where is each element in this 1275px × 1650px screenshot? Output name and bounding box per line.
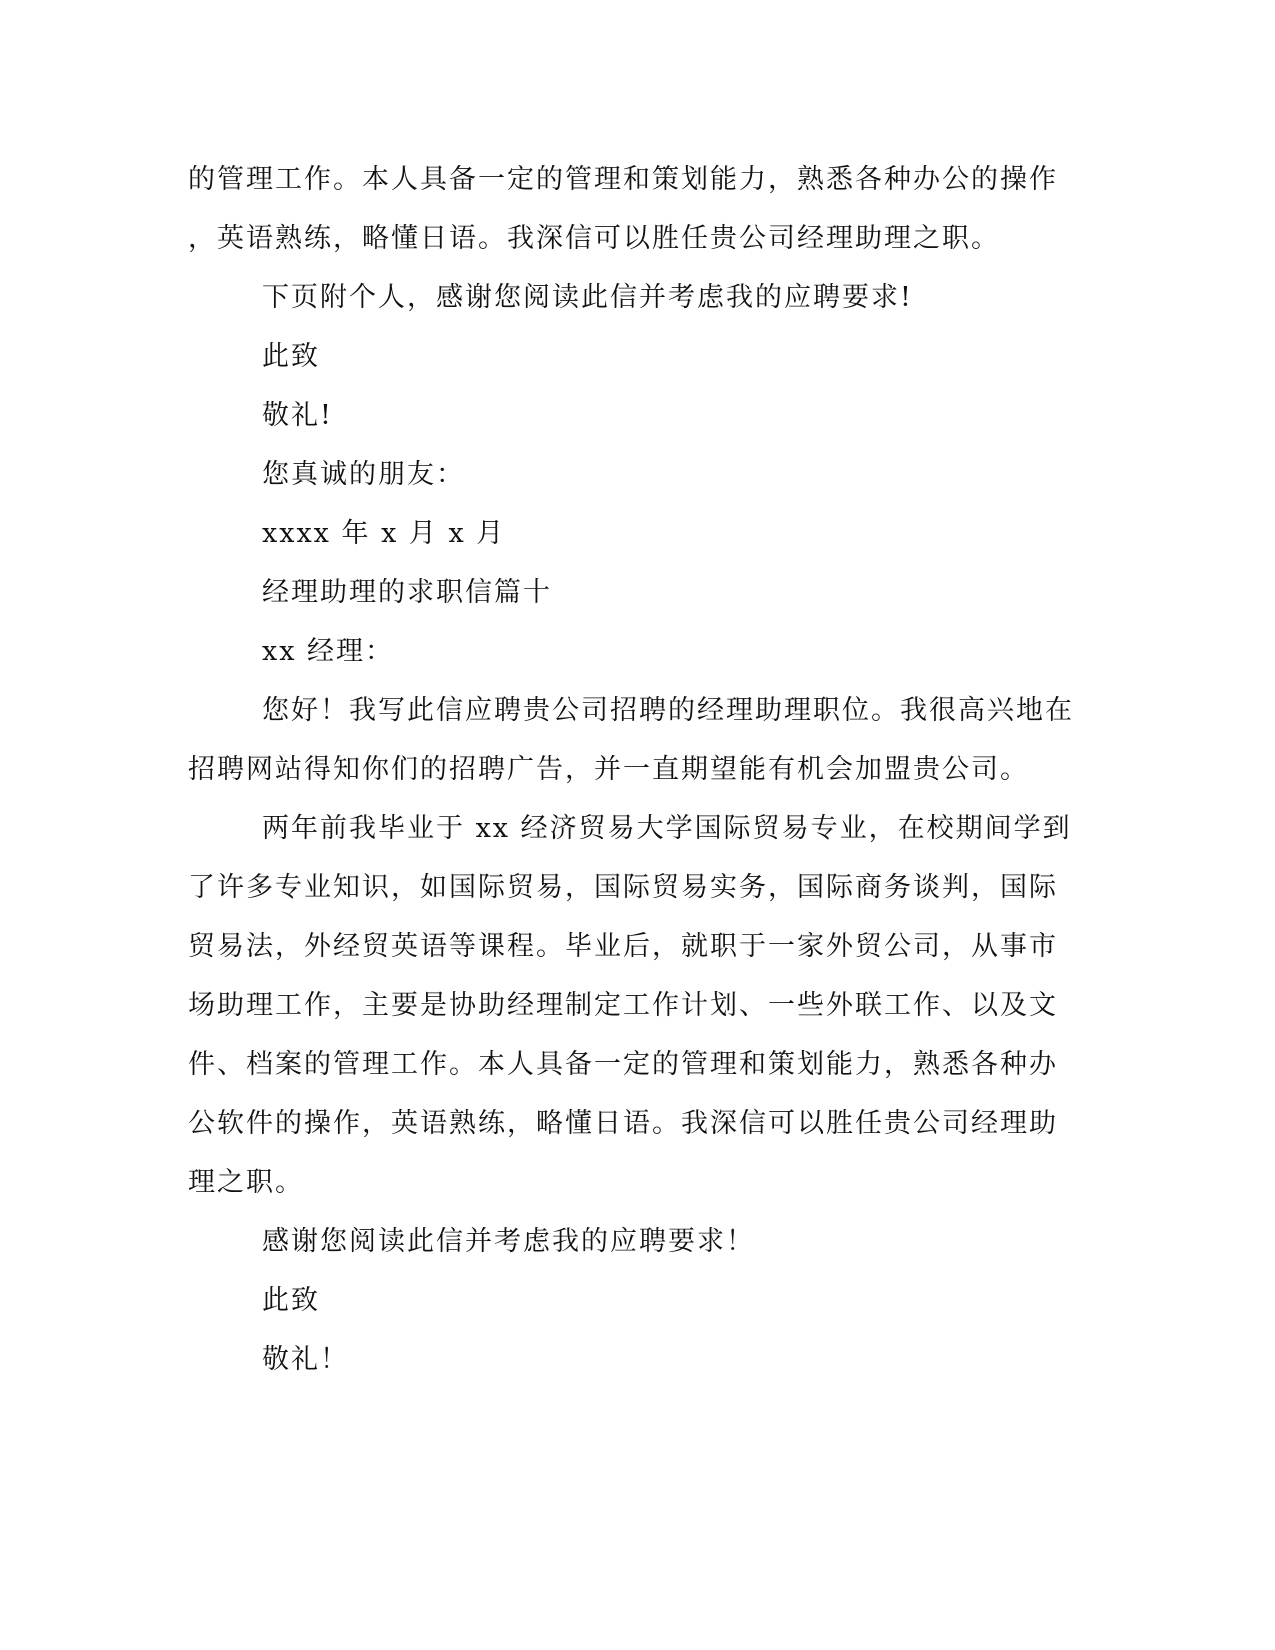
closing-line: 敬礼! [262, 400, 333, 431]
closing-line: 此致 [262, 1285, 320, 1316]
closing-line: 敬礼！ [262, 1344, 349, 1375]
body-line: 贸易法，外经贸英语等课程。毕业后，就职于一家外贸公司，从事市 [188, 931, 1058, 962]
body-line: 招聘网站得知你们的招聘广告，并一直期望能有机会加盟贵公司。 [188, 754, 1029, 785]
body-line: 件、档案的管理工作。本人具备一定的管理和策划能力，熟悉各种办 [188, 1049, 1058, 1080]
date-line: xxxx 年 x 月 x 月 [262, 518, 506, 549]
body-line: 场助理工作，主要是协助经理制定工作计划、一些外联工作、以及文 [188, 990, 1058, 1021]
body-line: 公软件的操作，英语熟练，略懂日语。我深信可以胜任贵公司经理助 [188, 1108, 1058, 1139]
body-line: 感谢您阅读此信并考虑我的应聘要求！ [262, 1226, 755, 1257]
body-line: 理之职。 [188, 1167, 304, 1198]
salutation-line: xx 经理： [262, 636, 395, 667]
body-line: 两年前我毕业于 xx 经济贸易大学国际贸易专业，在校期间学到 [262, 813, 1072, 844]
body-line: 下页附个人，感谢您阅读此信并考虑我的应聘要求! [262, 282, 913, 313]
body-line: 了许多专业知识，如国际贸易，国际贸易实务，国际商务谈判，国际 [188, 872, 1058, 903]
closing-line: 此致 [262, 341, 320, 372]
body-line: 您好！我写此信应聘贵公司招聘的经理助理职位。我很高兴地在 [262, 695, 1074, 726]
body-line: ，英语熟练，略懂日语。我深信可以胜任贵公司经理助理之职。 [188, 223, 1000, 254]
body-line: 的管理工作。本人具备一定的管理和策划能力，熟悉各种办公的操作 [188, 164, 1058, 195]
signature-line: 您真诚的朋友： [262, 459, 465, 490]
section-title: 经理助理的求职信篇十 [262, 577, 552, 608]
